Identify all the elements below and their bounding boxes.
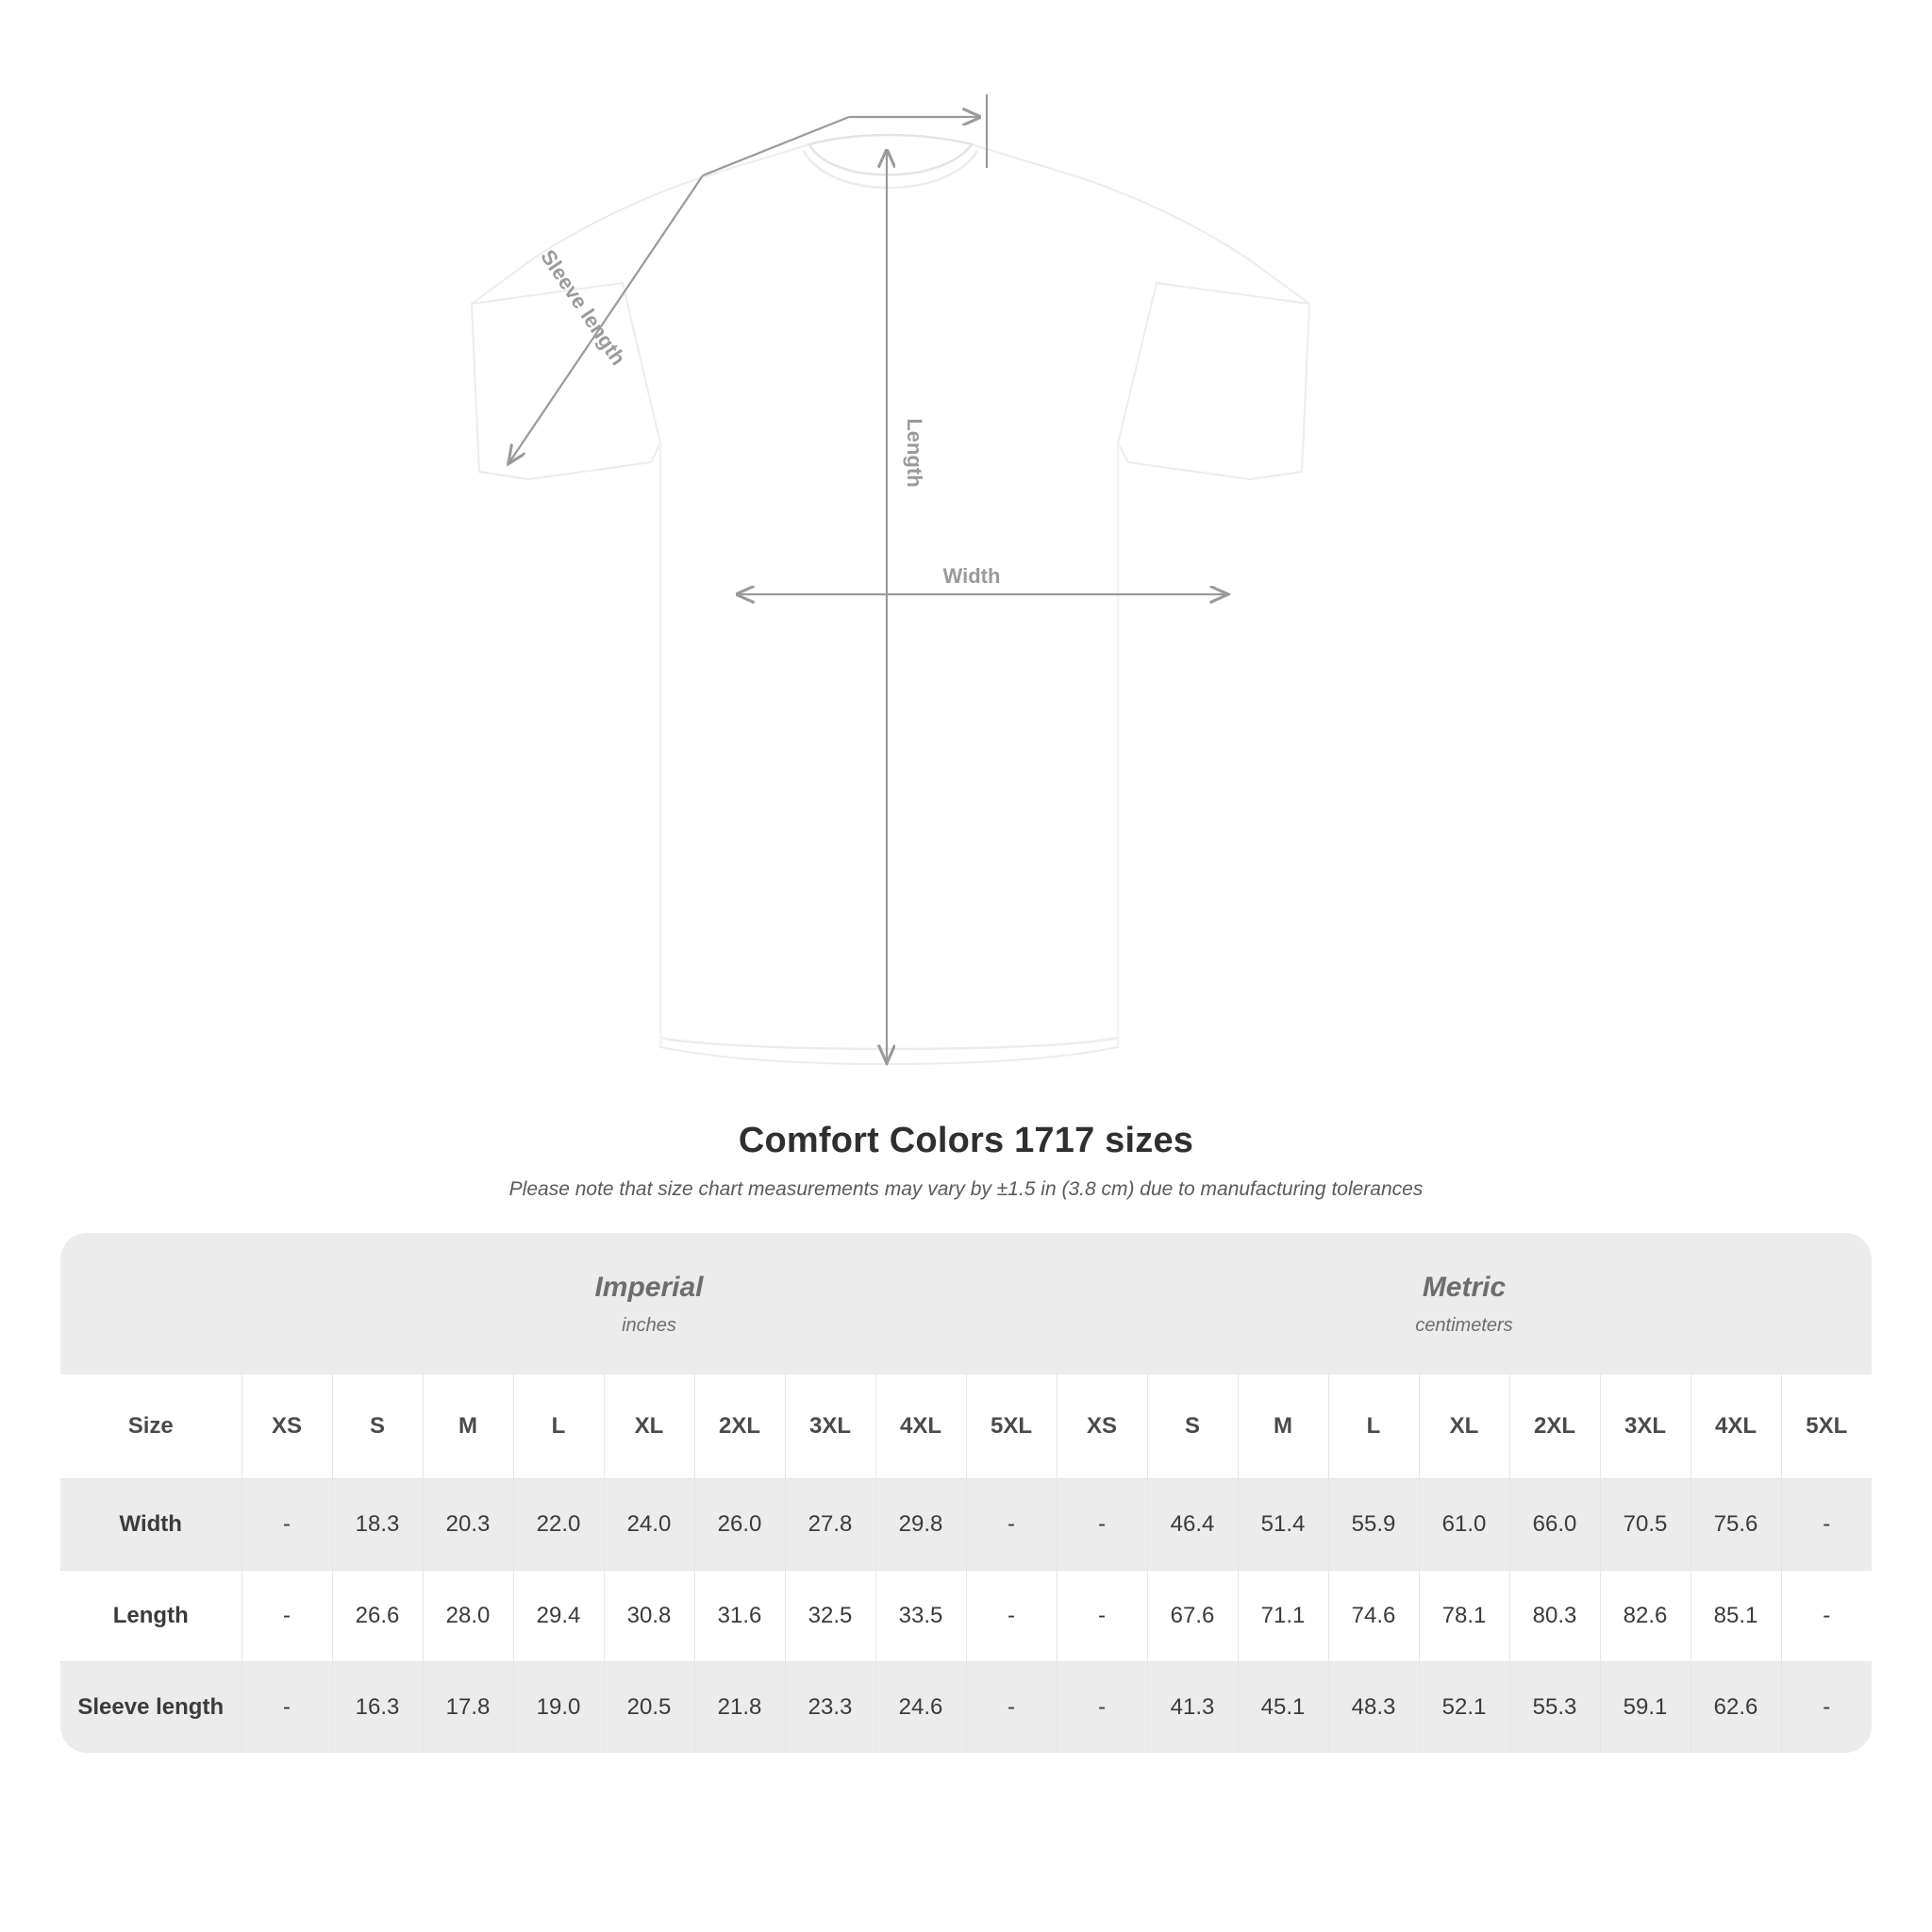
table-cell: 29.8: [875, 1479, 966, 1571]
metric-name: Metric: [1422, 1271, 1507, 1303]
table-cell: 61.0: [1419, 1479, 1509, 1571]
size-header-cell: 3XL: [785, 1374, 875, 1479]
table-cell: 20.5: [604, 1662, 694, 1754]
table-cell: -: [1781, 1571, 1872, 1662]
table-cell: -: [1781, 1662, 1872, 1754]
page-title: Comfort Colors 1717 sizes: [738, 1121, 1194, 1160]
table-cell: -: [242, 1479, 332, 1571]
title-block: [0, 1121, 1932, 1201]
unit-header-imperial: [242, 1233, 1057, 1374]
table-row: [60, 1662, 1872, 1754]
unit-header-metric: [1057, 1233, 1872, 1374]
table-cell: 41.3: [1147, 1662, 1238, 1754]
table-cell: 62.6: [1690, 1662, 1781, 1754]
width-label: Width: [942, 564, 1001, 588]
size-header-cell: XS: [242, 1374, 332, 1479]
metric-sub: centimeters: [1415, 1314, 1513, 1336]
size-header-cell: S: [332, 1374, 423, 1479]
table-cell: 74.6: [1328, 1571, 1419, 1662]
size-header-cell: M: [423, 1374, 513, 1479]
table-cell: 55.9: [1328, 1479, 1419, 1571]
table-row: [60, 1479, 1872, 1571]
table-cell: 20.3: [423, 1479, 513, 1571]
table-cell: 26.0: [694, 1479, 785, 1571]
table-cell: 67.6: [1147, 1571, 1238, 1662]
table-cell: 29.4: [513, 1571, 604, 1662]
table-cell: 46.4: [1147, 1479, 1238, 1571]
table-cell: 45.1: [1238, 1662, 1328, 1754]
size-header-cell: XL: [1419, 1374, 1509, 1479]
unit-header-blank: [60, 1233, 242, 1374]
size-header-cell: XS: [1057, 1374, 1147, 1479]
size-header-cell: M: [1238, 1374, 1328, 1479]
size-header-cell: 5XL: [966, 1374, 1057, 1479]
table-cell: 71.1: [1238, 1571, 1328, 1662]
table-cell: 82.6: [1600, 1571, 1690, 1662]
size-header-cell: 2XL: [1509, 1374, 1600, 1479]
table-cell: 17.8: [423, 1662, 513, 1754]
table-cell: 31.6: [694, 1571, 785, 1662]
size-table-wrapper: [60, 1233, 1872, 1753]
size-header-row: [60, 1374, 1872, 1479]
table-cell: 66.0: [1509, 1479, 1600, 1571]
size-header-cell: L: [513, 1374, 604, 1479]
row-label-width: Width: [60, 1479, 242, 1571]
table-cell: 32.5: [785, 1571, 875, 1662]
table-cell: 21.8: [694, 1662, 785, 1754]
table-cell: 52.1: [1419, 1662, 1509, 1754]
size-table: [60, 1233, 1872, 1753]
table-cell: 24.0: [604, 1479, 694, 1571]
size-header-cell: 4XL: [875, 1374, 966, 1479]
row-label-sleeve-length: Sleeve length: [60, 1662, 242, 1754]
table-cell: 23.3: [785, 1662, 875, 1754]
table-cell: 78.1: [1419, 1571, 1509, 1662]
sleeve-length-label: Sleeve length: [536, 245, 631, 370]
tshirt-shape: [472, 135, 1309, 1064]
row-label-length: Length: [60, 1571, 242, 1662]
table-cell: 51.4: [1238, 1479, 1328, 1571]
table-cell: -: [242, 1662, 332, 1754]
length-label: Length: [903, 418, 926, 488]
table-cell: -: [1057, 1662, 1147, 1754]
table-cell: 18.3: [332, 1479, 423, 1571]
table-cell: 85.1: [1690, 1571, 1781, 1662]
table-cell: 48.3: [1328, 1662, 1419, 1754]
table-cell: 55.3: [1509, 1662, 1600, 1754]
table-cell: -: [966, 1479, 1057, 1571]
table-cell: -: [1057, 1479, 1147, 1571]
size-header-cell: 5XL: [1781, 1374, 1872, 1479]
table-cell: 70.5: [1600, 1479, 1690, 1571]
table-cell: -: [966, 1662, 1057, 1754]
size-header-cell: 4XL: [1690, 1374, 1781, 1479]
table-cell: 75.6: [1690, 1479, 1781, 1571]
table-cell: 28.0: [423, 1571, 513, 1662]
table-cell: -: [1781, 1479, 1872, 1571]
size-header-cell: L: [1328, 1374, 1419, 1479]
unit-header-row: [60, 1233, 1872, 1374]
size-header-label: Size: [60, 1374, 242, 1479]
size-header-cell: 3XL: [1600, 1374, 1690, 1479]
imperial-name: Imperial: [594, 1271, 704, 1303]
size-header-cell: 2XL: [694, 1374, 785, 1479]
table-cell: -: [242, 1571, 332, 1662]
table-cell: 33.5: [875, 1571, 966, 1662]
table-cell: 30.8: [604, 1571, 694, 1662]
table-cell: -: [966, 1571, 1057, 1662]
table-row: [60, 1571, 1872, 1662]
imperial-sub: inches: [622, 1314, 676, 1336]
size-header-cell: S: [1147, 1374, 1238, 1479]
table-cell: 27.8: [785, 1479, 875, 1571]
table-cell: 80.3: [1509, 1571, 1600, 1662]
table-cell: 22.0: [513, 1479, 604, 1571]
table-cell: 16.3: [332, 1662, 423, 1754]
size-header-cell: XL: [604, 1374, 694, 1479]
table-cell: 59.1: [1600, 1662, 1690, 1754]
table-cell: 19.0: [513, 1662, 604, 1754]
table-cell: -: [1057, 1571, 1147, 1662]
table-cell: 26.6: [332, 1571, 423, 1662]
table-cell: 24.6: [875, 1662, 966, 1754]
tolerance-note: Please note that size chart measurements may vary by ±1.5 in (3.8 cm) due to manufacturing tolerances: [508, 1178, 1424, 1200]
